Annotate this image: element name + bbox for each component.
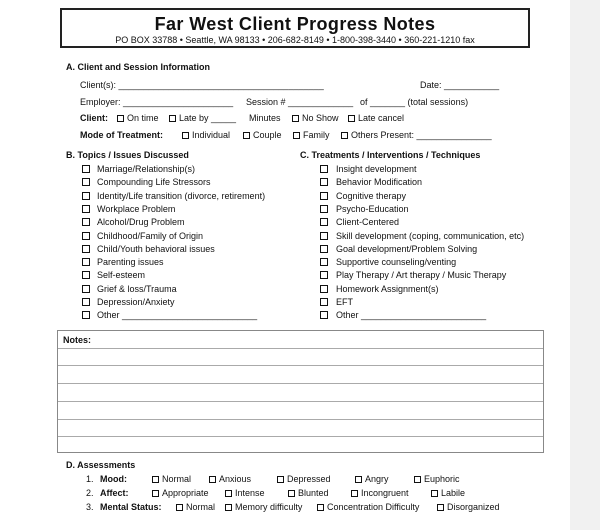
treatment-item-label: Behavior Modification xyxy=(336,177,423,188)
mood-depressed[interactable]: Depressed xyxy=(277,474,331,484)
checkbox-icon[interactable] xyxy=(82,311,90,319)
topic-item-label: Workplace Problem xyxy=(97,203,176,214)
checkbox-icon[interactable] xyxy=(243,132,250,139)
checkbox-icon[interactable] xyxy=(320,311,328,319)
topic-item-label: Child/Youth behavioral issues xyxy=(97,243,215,254)
total-sessions-field[interactable]: of _______ (total sessions) xyxy=(360,97,469,107)
checkbox-icon[interactable] xyxy=(320,218,328,226)
checkbox-icon[interactable] xyxy=(182,132,189,139)
affect-incongruent[interactable]: Incongruent xyxy=(351,488,409,498)
checkbox-icon[interactable] xyxy=(320,192,328,200)
affect-appropriate[interactable]: Appropriate xyxy=(152,488,209,498)
affect-blunted[interactable]: Blunted xyxy=(288,488,329,498)
treatment-item-label: Supportive counseling/venting xyxy=(336,257,457,268)
treatment-mode-label: Mode of Treatment: xyxy=(80,130,164,140)
treatment-item-label: Insight development xyxy=(336,164,417,174)
treatment-item-label: Play Therapy / Art therapy / Music Therapy xyxy=(336,270,507,281)
checkbox-icon[interactable] xyxy=(82,218,90,226)
treatment-item-label: EFT xyxy=(336,297,353,307)
section-d-heading: D. Assessments xyxy=(66,460,136,470)
header-box xyxy=(60,8,530,48)
employer-field[interactable]: Employer: ______________________ xyxy=(80,97,234,107)
status-no-show[interactable]: No Show xyxy=(292,113,339,123)
treatment-item-label: Cognitive therapy xyxy=(336,190,407,201)
client-name-field[interactable]: Client(s): _________________________________________ xyxy=(80,80,324,90)
checkbox-icon[interactable] xyxy=(152,490,159,497)
treatment-others-present[interactable]: Others Present: _______________ xyxy=(341,130,492,140)
notes-line xyxy=(58,401,543,402)
checkbox-icon[interactable] xyxy=(82,178,90,186)
status-late-cancel[interactable]: Late cancel xyxy=(348,113,404,123)
client-status-label: Client: xyxy=(80,113,108,123)
status-minutes-label: Minutes xyxy=(249,113,281,123)
checkbox-icon[interactable] xyxy=(82,165,90,173)
section-a-heading: A. Client and Session Information xyxy=(66,62,211,72)
date-field[interactable]: Date: ___________ xyxy=(420,80,500,90)
mood-label: Mood: xyxy=(100,474,127,484)
affect-labile[interactable]: Labile xyxy=(431,488,465,498)
checkbox-icon[interactable] xyxy=(152,476,159,483)
checkbox-icon[interactable] xyxy=(288,490,295,497)
mood-normal[interactable]: Normal xyxy=(152,474,191,484)
checkbox-icon[interactable] xyxy=(82,258,90,266)
checkbox-icon[interactable] xyxy=(437,504,444,511)
checkbox-icon[interactable] xyxy=(320,271,328,279)
topic-item-label: Identity/Life transition (divorce, retirement) xyxy=(97,190,266,201)
notes-label: Notes: xyxy=(63,335,92,345)
treatment-item-label: Goal development/Problem Solving xyxy=(336,243,478,254)
checkbox-icon[interactable] xyxy=(82,192,90,200)
checkbox-icon[interactable] xyxy=(225,504,232,511)
checkbox-icon[interactable] xyxy=(82,245,90,253)
checkbox-icon[interactable] xyxy=(225,490,232,497)
mental-normal[interactable]: Normal xyxy=(176,502,215,512)
treatment-item-label: Skill development (coping, communication, etc) xyxy=(336,230,525,241)
checkbox-icon[interactable] xyxy=(82,298,90,306)
mental-disorganized[interactable]: Disorganized xyxy=(437,502,500,512)
contact-address: PO BOX 33788 • Seattle, WA 98133 • 206-682-8149 • 1-800-398-3440 • 360-221-1210 fax xyxy=(115,35,475,45)
checkbox-icon[interactable] xyxy=(320,165,328,173)
checkbox-icon[interactable] xyxy=(320,205,328,213)
topic-item-label: Depression/Anxiety xyxy=(97,297,175,307)
treatment-couple[interactable]: Couple xyxy=(243,130,282,140)
checkbox-icon[interactable] xyxy=(169,115,176,122)
checkbox-icon[interactable] xyxy=(277,476,284,483)
checkbox-icon[interactable] xyxy=(341,132,348,139)
notes-line xyxy=(58,436,543,437)
section-c-heading: C. Treatments / Interventions / Techniques xyxy=(300,150,481,160)
checkbox-icon[interactable] xyxy=(117,115,124,122)
checkbox-icon[interactable] xyxy=(414,476,421,483)
treatment-item-label: Other _________________________ xyxy=(336,310,487,321)
affect-label: Affect: xyxy=(100,488,129,498)
topic-item-label: Childhood/Family of Origin xyxy=(97,230,204,241)
checkbox-icon[interactable] xyxy=(355,476,362,483)
checkbox-icon[interactable] xyxy=(209,476,216,483)
checkbox-icon[interactable] xyxy=(320,258,328,266)
notes-line xyxy=(58,383,543,384)
checkbox-icon[interactable] xyxy=(348,115,355,122)
topic-item-label: Self-esteem xyxy=(97,270,146,281)
notes-line xyxy=(58,348,543,349)
checkbox-icon[interactable] xyxy=(176,504,183,511)
treatment-item-label: Client-Centered xyxy=(336,217,400,228)
mental-status-label: Mental Status: xyxy=(100,502,162,512)
checkbox-icon[interactable] xyxy=(320,232,328,240)
affect-number: 2. xyxy=(86,488,94,498)
mood-angry[interactable]: Angry xyxy=(355,474,389,484)
checkbox-icon[interactable] xyxy=(320,178,328,186)
treatment-item-label: Homework Assignment(s) xyxy=(336,283,439,294)
notes-line xyxy=(58,419,543,420)
checkbox-icon[interactable] xyxy=(82,285,90,293)
status-on-time[interactable]: On time xyxy=(117,113,159,123)
checkbox-icon[interactable] xyxy=(320,298,328,306)
mood-number: 1. xyxy=(86,474,94,484)
treatment-individual[interactable]: Individual xyxy=(182,130,230,140)
topic-item-label: Other ___________________________ xyxy=(97,310,258,321)
checkbox-icon[interactable] xyxy=(351,490,358,497)
checkbox-icon[interactable] xyxy=(317,504,324,511)
mood-anxious[interactable]: Anxious xyxy=(209,474,251,484)
treatment-item-label: Psycho-Education xyxy=(336,203,409,214)
page-edge-shade xyxy=(570,0,600,530)
notes-line xyxy=(58,365,543,366)
topic-item-label: Alcohol/Drug Problem xyxy=(97,217,185,228)
topic-item-label: Compounding Life Stressors xyxy=(97,177,211,188)
mood-euphoric[interactable]: Euphoric xyxy=(414,474,460,484)
checkbox-icon[interactable] xyxy=(320,245,328,253)
checkbox-icon[interactable] xyxy=(82,271,90,279)
checkbox-icon[interactable] xyxy=(431,490,438,497)
checkbox-icon[interactable] xyxy=(82,205,90,213)
checkbox-icon[interactable] xyxy=(292,115,299,122)
mental-concentration-difficulty[interactable]: Concentration Difficulty xyxy=(317,502,419,512)
affect-intense[interactable]: Intense xyxy=(225,488,265,498)
topic-item-label: Marriage/Relationship(s) xyxy=(97,164,196,174)
session-number-field[interactable]: Session # _____________ xyxy=(246,97,354,107)
mental-status-number: 3. xyxy=(86,502,94,512)
notes-box[interactable] xyxy=(57,330,544,453)
mental-memory-difficulty[interactable]: Memory difficulty xyxy=(225,502,302,512)
section-b-heading: B. Topics / Issues Discussed xyxy=(66,150,189,160)
checkbox-icon[interactable] xyxy=(82,232,90,240)
topic-item-label: Grief & loss/Trauma xyxy=(97,283,177,294)
treatment-family[interactable]: Family xyxy=(293,130,330,140)
checkbox-icon[interactable] xyxy=(320,285,328,293)
checkbox-icon[interactable] xyxy=(293,132,300,139)
form-title: Far West Client Progress Notes xyxy=(154,14,436,34)
status-late-by[interactable]: Late by _____ xyxy=(169,113,236,123)
topic-item-label: Parenting issues xyxy=(97,257,164,268)
